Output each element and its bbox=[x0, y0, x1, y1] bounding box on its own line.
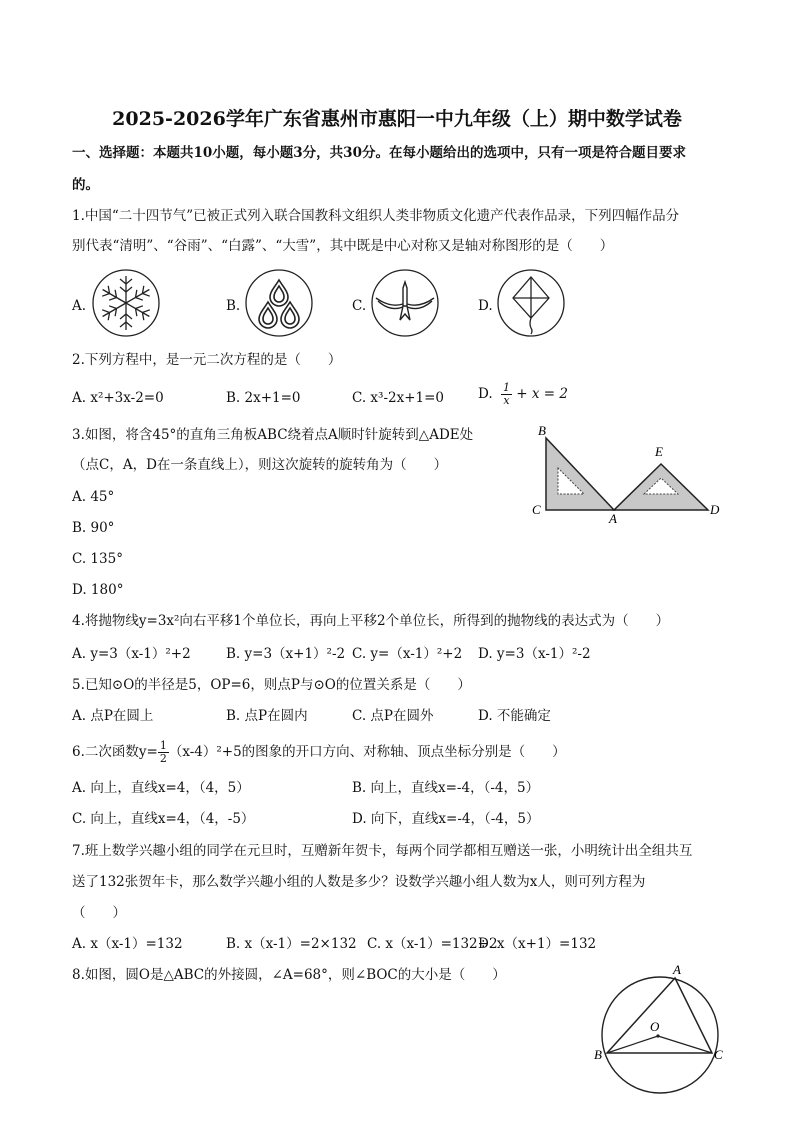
q7-option-a: A. x（x-1）=132 bbox=[72, 936, 183, 952]
q2-option-b: B. 2x+1=0 bbox=[226, 390, 301, 406]
q2-option-d bbox=[478, 382, 568, 407]
q1-option-d-label: D. bbox=[478, 298, 493, 314]
q2-option-d-prefix: D. bbox=[478, 386, 493, 402]
q3-label-e: E bbox=[655, 444, 663, 459]
q3-option-c: C. 135° bbox=[72, 551, 123, 567]
q2-option-c: C. x³-2x+1=0 bbox=[352, 390, 445, 406]
q3-triangle-figure bbox=[528, 420, 728, 525]
q1-stem-line2: 别代表“清明”、“谷雨”、“白露”、“大雪”，其中既是中心对称又是轴对称图形的是（ ） bbox=[72, 238, 614, 254]
q3-label-c: C bbox=[532, 502, 541, 517]
q6-option-b: B. 向上，直线x=-4，（-4，5） bbox=[352, 780, 540, 796]
q3-option-b: B. 90° bbox=[72, 520, 115, 536]
water-drops-icon bbox=[244, 268, 314, 338]
page-title: 2025-2026学年广东省惠州市惠阳一中九年级（上）期中数学试卷 bbox=[112, 108, 682, 130]
q8-label-b: B bbox=[594, 1047, 602, 1062]
q7-option-b: B. x（x-1）=2×132 bbox=[226, 936, 357, 952]
q6-option-d: D. 向下，直线x=-4，（-4，5） bbox=[352, 811, 540, 827]
q5-stem: 5.已知⊙O的半径是5，OP=6，则点P与⊙O的位置关系是（ ） bbox=[72, 677, 471, 693]
q7-option-d: D. x（x+1）=132 bbox=[478, 936, 597, 952]
q7-stem-line2: 送了132张贺年卡，那么数学兴趣小组的人数是多少？设数学兴趣小组人数为x人，则可列方程为 bbox=[72, 874, 646, 890]
q6-stem-prefix: 6.二次函数y= bbox=[72, 744, 158, 760]
q8-label-o: O bbox=[650, 1019, 660, 1034]
q5-option-a: A. 点P在圆上 bbox=[72, 708, 154, 724]
section-heading-line1: 一、选择题：本题共10小题，每小题3分，共30分。在每小题给出的选项中，只有一项是符合题目要求 bbox=[72, 145, 686, 161]
q1-option-b-label: B. bbox=[226, 298, 241, 314]
q2-option-a: A. x²+3x-2=0 bbox=[72, 390, 164, 406]
q3-option-a: A. 45° bbox=[72, 489, 115, 505]
q8-label-c: C bbox=[714, 1047, 723, 1062]
q6-stem-suffix: （x-4）²+5的图象的开口方向、对称轴、顶点坐标分别是（ ） bbox=[168, 744, 566, 760]
q6-option-a: A. 向上，直线x=4，（4，5） bbox=[72, 780, 250, 796]
q1-option-c-label: C. bbox=[352, 298, 367, 314]
q2-option-d-rest: + x = 2 bbox=[516, 386, 568, 402]
q2-fraction bbox=[501, 382, 512, 407]
q7-stem-line3: （ ） bbox=[72, 905, 126, 921]
q5-option-d: D. 不能确定 bbox=[478, 708, 551, 724]
q2-stem: 2.下列方程中，是一元二次方程的是（ ） bbox=[72, 352, 342, 368]
q3-stem-line2: （点C，A，D在一条直线上），则这次旋转的旋转角为（ ） bbox=[72, 457, 448, 473]
q6-stem bbox=[72, 740, 566, 765]
q6-option-c: C. 向上，直线x=4，（4，-5） bbox=[72, 811, 255, 827]
section-heading-line2: 的。 bbox=[72, 177, 99, 193]
q6-fraction bbox=[158, 740, 169, 765]
q3-label-d: D bbox=[710, 502, 720, 517]
q8-label-a: A bbox=[673, 962, 681, 977]
q3-label-a: A bbox=[609, 511, 617, 525]
q2-fraction-denominator: x bbox=[503, 394, 510, 407]
q5-option-c: C. 点P在圆外 bbox=[352, 708, 434, 724]
q3-stem-line1: 3.如图，将含45°的直角三角板ABC绕着点A顺时针旋转到△ADE处 bbox=[72, 427, 474, 443]
q7-option-c: C. x（x-1）=132÷2 bbox=[367, 936, 498, 952]
kite-icon bbox=[496, 268, 566, 338]
q6-fraction-denominator: 2 bbox=[159, 752, 167, 765]
snowflake-icon bbox=[91, 268, 161, 338]
q8-stem: 8.如图，圆O是△ABC的外接圆，∠A=68°，则∠BOC的大小是（ ） bbox=[72, 967, 506, 983]
q1-stem-line1: 1.中国“二十四节气”已被正式列入联合国教科文组织人类非物质文化遗产代表作品录，下列四幅作品分 bbox=[72, 208, 680, 224]
q6-fraction-numerator: 1 bbox=[159, 739, 167, 752]
q4-stem: 4.将抛物线y=3x²向右平移1个单位长，再向上平移2个单位长，所得到的抛物线的表达式为（ ） bbox=[72, 613, 670, 629]
q2-fraction-numerator: 1 bbox=[502, 381, 510, 394]
q8-circle-figure bbox=[590, 960, 730, 1095]
q4-option-d: D. y=3（x-1）²-2 bbox=[478, 646, 591, 662]
q4-option-b: B. y=3（x+1）²-2 bbox=[226, 646, 346, 662]
q3-option-d: D. 180° bbox=[72, 582, 124, 598]
q4-option-c: C. y=（x-1）²+2 bbox=[352, 646, 463, 662]
q7-stem-line1: 7.班上数学兴趣小组的同学在元旦时，互赠新年贺卡，每两个同学都相互赠送一张，小明统计出全组共互 bbox=[72, 843, 693, 859]
q5-option-b: B. 点P在圆内 bbox=[226, 708, 308, 724]
q4-option-a: A. y=3（x-1）²+2 bbox=[72, 646, 191, 662]
q1-option-a-label: A. bbox=[72, 298, 87, 314]
swallow-icon bbox=[370, 268, 440, 338]
q3-label-b: B bbox=[538, 423, 546, 438]
